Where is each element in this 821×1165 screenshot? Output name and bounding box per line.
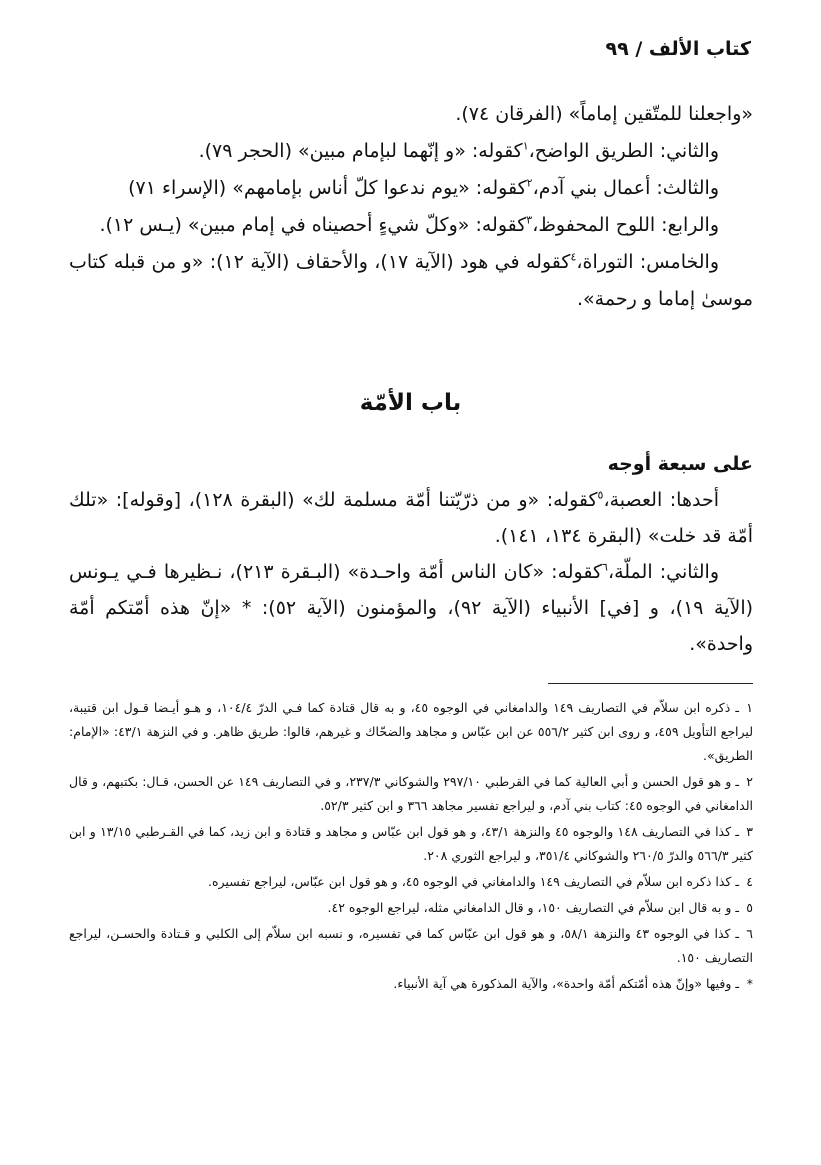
footnote — [69, 896, 753, 920]
paragraph-text: والرابع: اللوح المحفوظ، — [532, 214, 719, 236]
body-paragraph — [69, 207, 753, 244]
footnote-ref[interactable]: ٢ — [526, 176, 533, 190]
footnote-number: ٦ — [746, 926, 754, 941]
paragraph-text: كقوله: «يوم ندعوا كلّ أناس بإمامهم» (الإسراء ٧١) — [128, 177, 527, 199]
footnote-number: ٥ — [746, 900, 753, 915]
footnote-text: ـ كذا ذكره ابن سلاّم في التصاريف ١٤٩ والدامغاني في الوجوه ٤٥، و هو قول ابن عبّاس، ليراجع تفسيره. — [208, 874, 739, 889]
footnote-text: ـ ذكره ابن سلاّم في التصاريف ١٤٩ والدامغاني في الوجوه ٤٥، و به قال قتادة كما فـي الدرّ ١٠٤/٤، و هـو أيـضا قـول ابن قتيبة، ليراجع التأويل ٤٥٩، و روى ابن كثير ٥٥٦/٢ عن ابن عبّاس و مجاهد والضحّاك و غيرهم، قالوا: طريق ظاهر. و في النزهة ٤٣/١: «الإمام: الطريق». — [69, 700, 754, 763]
paragraph-text: والثالث: أعمال بني آدم، — [532, 177, 719, 199]
section-subheading: على سبعة أوجه — [607, 453, 753, 475]
footnote — [69, 770, 753, 818]
section-text-block — [69, 446, 753, 662]
body-paragraph — [69, 133, 753, 170]
paragraph-text: «واجعلنا للمتّقين إماماً» (الفرقان ٧٤). — [455, 103, 753, 125]
footnote — [69, 820, 753, 868]
footnote — [69, 972, 753, 996]
footnote-number: ١ — [746, 700, 754, 715]
main-text-block — [69, 96, 753, 318]
footnote — [69, 922, 753, 970]
paragraph-text: والثاني: الملّة، — [607, 561, 720, 583]
footnote-text: ـ و هو قول الحسن و أبي العالية كما في القرطبي ٢٩٧/١٠ والشوكاني ٢٣٧/٣، و في التصاريف ١٤٩ عن الحسن، قـال: بكتبهم، و قال الدامغاني في الوجوه ٤٥: كتاب بني آدم، و ليراجع تفسير مجاهد ٣٦٦ و ابن كثير ٥٢/٣. — [69, 774, 753, 813]
running-header: كتاب الألف / ٩٩ — [605, 38, 751, 60]
paragraph-text: كقوله: «وكلّ شيءٍ أحصيناه في إمام مبين» (يـس ١٢). — [99, 214, 527, 236]
footnote-ref[interactable]: ٦ — [602, 560, 608, 574]
footnote-ref[interactable]: ٤ — [570, 250, 577, 264]
footnote-number: ٣ — [746, 824, 754, 839]
body-paragraph — [69, 244, 753, 318]
footnote — [69, 696, 753, 768]
footnote-number: ٢ — [746, 774, 754, 789]
paragraph-text: والخامس: التوراة، — [576, 251, 720, 273]
footnote-ref[interactable]: ٣ — [526, 213, 533, 227]
footnote-ref[interactable]: ٥ — [597, 488, 604, 502]
paragraph-text: كقوله: «و من ذرّيّتنا أمّة مسلمة لك» (البقرة ١٢٨)، [وقوله]: «تلك أمّة قد خلت» (البقرة ١٣٤، ١٤١). — [69, 489, 753, 547]
footnote-number: * — [746, 976, 753, 991]
footnote-ref[interactable]: ١ — [522, 139, 529, 153]
paragraph-text: كقوله: «و إنّهما لبإمام مبين» (الحجر ٧٩). — [198, 140, 523, 162]
paragraph-text: كقوله: «كان الناس أمّة واحـدة» (البـقرة ٢١٣)، نـظيرها فـي يـونس (الآية ١٩)، و [في] الأنبياء (الآية ٩٢)، والمؤمنون (الآية ٥٢): * «إنّ هذه أمّتكم أمّة واحدة». — [69, 561, 754, 655]
footnote-number: ٤ — [746, 874, 753, 889]
footnote-text: ـ كذا في التصاريف ١٤٨ والوجوه ٤٥ والنزهة ٤٣/١، و هو قول ابن عبّاس و مجاهد و قتادة و ابن زيد، كما في القـرطبي ١٣/١٥ و ابن كثير ٥٦٦/٣ والدرّ ٢٦٠/٥ والشوكاني ٣٥١/٤، و ليراجع الثوري ٢٠٨. — [69, 824, 753, 863]
footnote-text: ـ وفيها «وإنّ هذه أمّتكم أمّة واحدة»، والآية المذكورة هي آية الأنبياء. — [393, 976, 739, 991]
paragraph-text: أحدها: العصبة، — [603, 489, 719, 511]
footnotes-block — [69, 696, 753, 998]
body-paragraph — [69, 170, 753, 207]
footnote-text: ـ كذا في الوجوه ٤٣ والنزهة ٥٨/١، و هو قول ابن عبّاس كما في تفسيره، و نسبه ابن سلاّم إلى الكلبي و قـتادة والحسـن، ليراجع التصاريف ١٥٠. — [69, 926, 753, 965]
body-paragraph — [69, 96, 753, 133]
footnote — [69, 870, 753, 894]
body-paragraph — [69, 482, 753, 554]
footnote-text: ـ و به قال ابن سلاّم في التصاريف ١٥٠، و قال الدامغاني مثله، ليراجع الوجوه ٤٢. — [327, 900, 739, 915]
paragraph-text: والثاني: الطريق الواضح، — [528, 140, 719, 162]
paragraph-text: كقوله في هود (الآية ١٧)، والأحقاف (الآية ١٢): «و من قبله كتاب موسىٰ إماما و رحمة». — [69, 251, 753, 310]
section-title: باب الأمّة — [359, 390, 462, 416]
footnote-separator — [548, 683, 753, 684]
body-paragraph — [69, 554, 753, 662]
